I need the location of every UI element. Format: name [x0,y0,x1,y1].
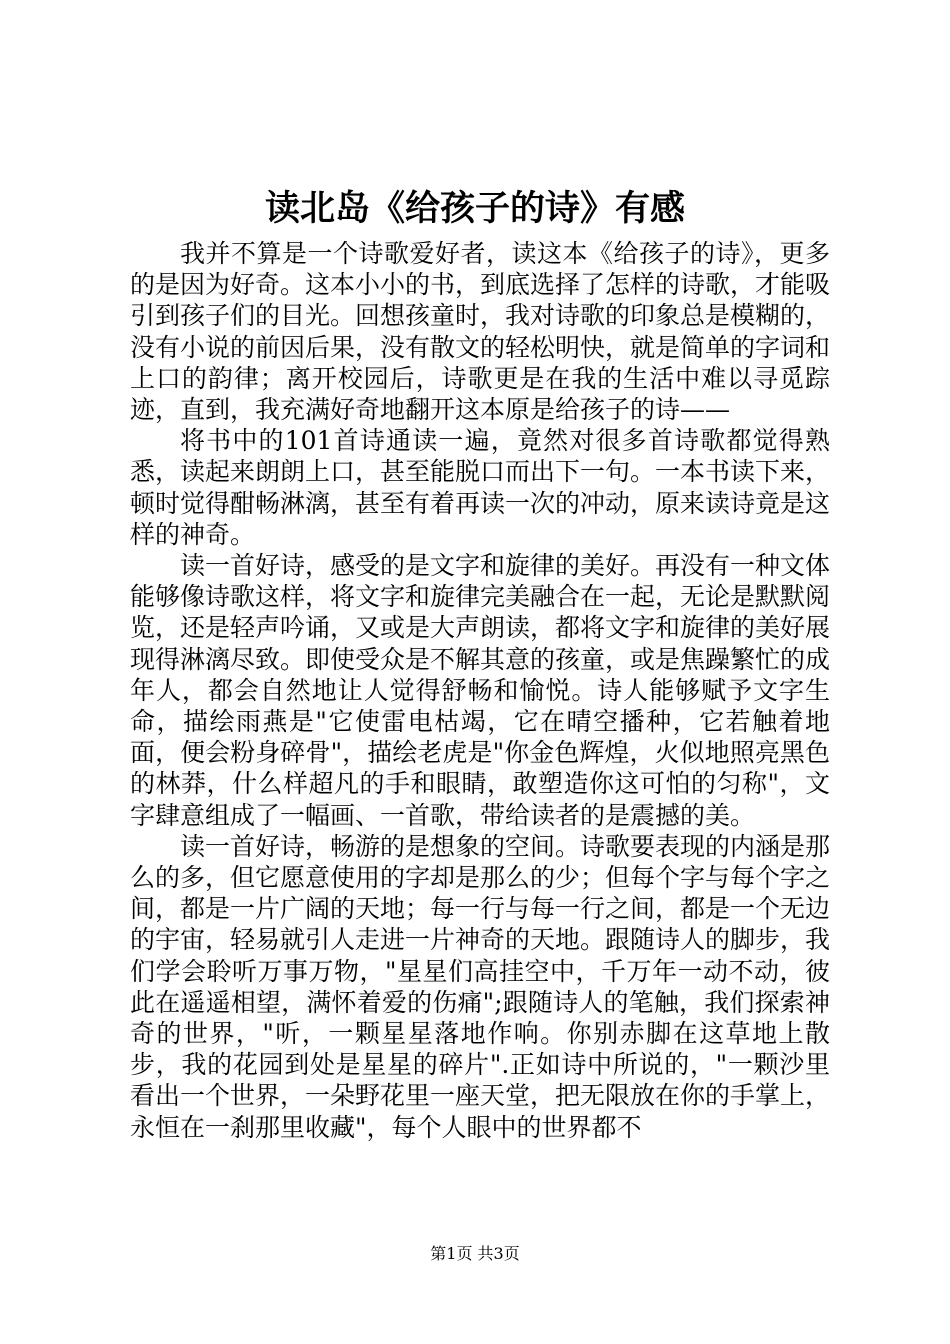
paragraph-1: 我并不算是一个诗歌爱好者，读这本《给孩子的诗》，更多的是因为好奇。这本小小的书，到底选择了怎样的诗歌，才能吸引到孩子们的目光。回想孩童时，我对诗歌的印象总是模糊的，没有小说的前因后果，没有散文的轻松明快，就是简单的字词和上口的韵律；离开校园后，诗歌更是在我的生活中难以寻觅踪迹，直到，我充满好奇地翻开这本原是给孩子的诗—— [130,239,831,425]
paragraph-4: 读一首好诗，畅游的是想象的空间。诗歌要表现的内涵是那么的多，但它愿意使用的字却是那么的少；但每个字与每个字之间，都是一片广阔的天地；每一行与每一行之间，都是一个无边的宇宙，轻易就引人走进一片神奇的天地。跟随诗人的脚步，我们学会聆听万事万物，"星星们高挂空中，千万年一动不动，彼此在遥遥相望，满怀着爱的伤痛";跟随诗人的笔触，我们探索神奇的世界，"听，一颗星星落地作响。你别赤脚在这草地上散步，我的花园到处是星星的碎片".正如诗中所说的，"一颗沙里看出一个世界，一朵野花里一座天堂，把无限放在你的手掌上，永恒在一刹那里收藏"，每个人眼中的世界都不 [130,831,831,1142]
paragraph-3: 读一首好诗，感受的是文字和旋律的美好。再没有一种文体能够像诗歌这样，将文字和旋律完美融合在一起，无论是默默阅览，还是轻声吟诵，又或是大声朗读，都将文字和旋律的美好展现得淋漓尽致。即使受众是不解其意的孩童，或是焦躁繁忙的成年人，都会自然地让人觉得舒畅和愉悦。诗人能够赋予文字生命，描绘雨燕是"它使雷电枯竭，它在晴空播种，它若触着地面，便会粉身碎骨"，描绘老虎是"你金色辉煌，火似地照亮黑色的林莽，什么样超凡的手和眼睛，敢塑造你这可怕的匀称"，文字肆意组成了一幅画、一首歌，带给读者的是震撼的美。 [130,551,831,830]
paragraph-2: 将书中的101首诗通读一遍，竟然对很多首诗歌都觉得熟悉，读起来朗朗上口，甚至能脱口而出下一句。一本书读下来，顿时觉得酣畅淋漓，甚至有着再读一次的冲动，原来读诗竟是这样的神奇。 [130,426,831,549]
document-body [130,238,830,1143]
page-number-footer: 第1页 共3页 [430,1244,520,1263]
document-title: 读北岛《给孩子的诗》有感 [264,188,685,229]
